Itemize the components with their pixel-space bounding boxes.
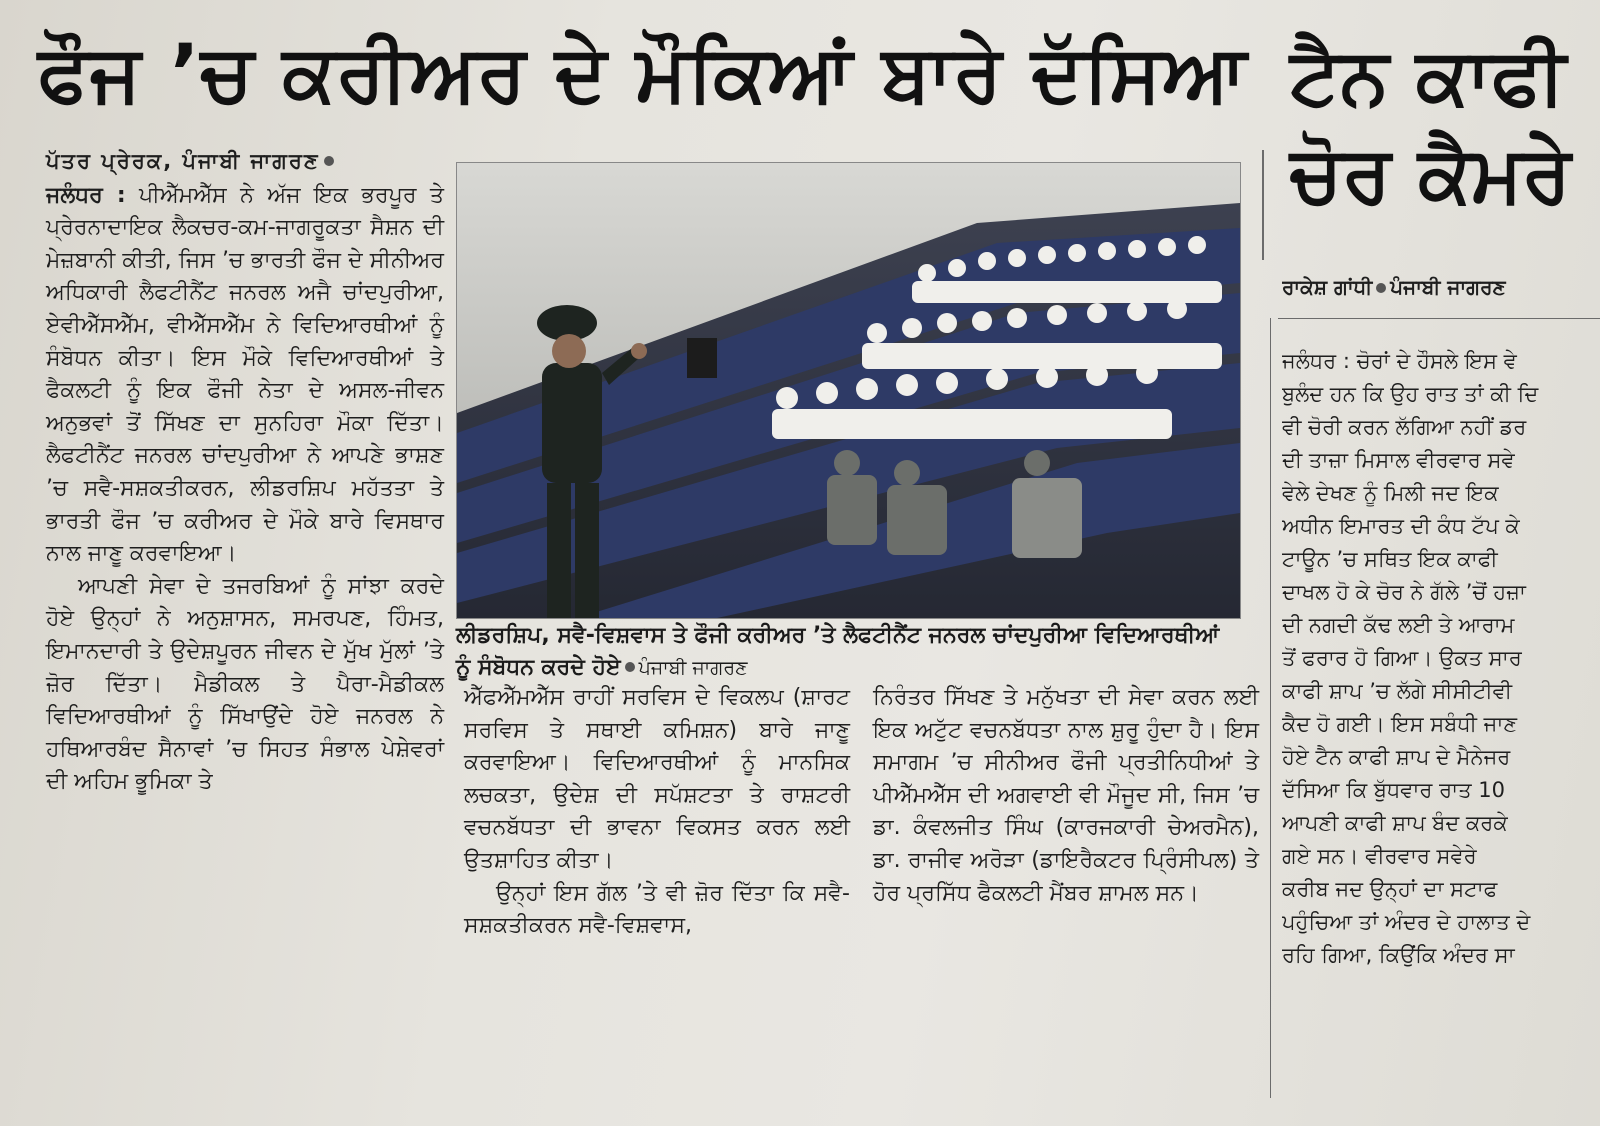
adjacent-headline-line-1: ਟੈਨ ਕਾਫੀ — [1290, 32, 1566, 122]
adjacent-byline: ਰਾਕੇਸ਼ ਗਾਂਧੀ ਪੰਜਾਬੀ ਜਾਗਰਣ — [1282, 275, 1506, 299]
article-paragraph: ਪੀਐੱਮਐੱਸ ਨੇ ਅੱਜ ਇਕ ਭਰਪੂਰ ਤੇ ਪ੍ਰੇਰਨਾਦਾਇਕ ਲੈਕਚਰ-ਕਮ-ਜਾਗਰੂਕਤਾ ਸੈਸ਼ਨ ਦੀ ਮੇਜ਼ਬਾਨੀ ਕੀਤੀ, ਜਿਸ ’ਚ ਭਾਰਤੀ ਫੌਜ ਦੇ ਸੀਨੀਅਰ ਅਧਿਕਾਰੀ ਲੈਫਟੀਨੈਂਟ ਜਨਰਲ ਅਜੈ ਚਾਂਦਪੁਰੀਆ, ਏਵੀਐੱਸਐੱਮ, ਵੀਐੱਸਐੱਮ ਨੇ ਵਿਦਿਆਰਥੀਆਂ ਨੂੰ ਸੰਬੋਧਨ ਕੀਤਾ। ਇਸ ਮੌਕੇ ਵਿਦਿਆਰਥੀਆਂ ਤੇ ਫੈਕਲਟੀ ਨੂੰ ਇਕ ਫੌਜੀ ਨੇਤਾ ਦੇ ਅਸਲ-ਜੀਵਨ ਅਨੁਭਵਾਂ ਤੋਂ ਸਿੱਖਣ ਦਾ ਸੁਨਹਿਰਾ ਮੌਕਾ ਦਿੱਤਾ। ਲੈਫਟੀਨੈਂਟ ਜਨਰਲ ਚਾਂਦਪੁਰੀਆ ਨੇ ਆਪਣੇ ਭਾਸ਼ਣ ’ਚ ਸਵੈ-ਸਸ਼ਕਤੀਕਰਨ, ਲੀਡਰਸ਼ਿਪ ਮਹੱਤਤਾ ਤੇ ਭਾਰਤੀ ਫੌਜ ’ਚ ਕਰੀਅਰ ਦੇ ਮੌਕੇ ਬਾਰੇ ਵਿਸਥਾਰ ਨਾਲ ਜਾਣੂ ਕਰਵਾਇਆ। — [46, 182, 444, 567]
adjacent-article-line: ਜਲੰਧਰ : ਚੋਰਾਂ ਦੇ ਹੌਸਲੇ ਇਸ ਵੇ — [1282, 349, 1517, 373]
article-headline: ਫੌਜ ’ਚ ਕਰੀਅਰ ਦੇ ਮੌਕਿਆਂ ਬਾਰੇ ਦੱਸਿਆ — [38, 29, 1248, 119]
adjacent-article-line: ਦੀ ਤਾਜ਼ਾ ਮਿਸਾਲ ਵੀਰਵਾਰ ਸਵੇ — [1282, 448, 1515, 472]
photo-caption — [456, 620, 1239, 684]
dateline: ਜਲੰਧਰ : — [46, 182, 126, 208]
adjacent-article-line: ਕਰੀਬ ਜਦ ਉਨ੍ਹਾਂ ਦਾ ਸਟਾਫ — [1282, 877, 1498, 901]
adjacent-article-line: ਅਧੀਨ ਇਮਾਰਤ ਦੀ ਕੰਧ ਟੱਪ ਕੇ — [1282, 514, 1520, 538]
article-column-2 — [464, 682, 850, 943]
adjacent-article-line: ਵੀ ਚੋਰੀ ਕਰਨ ਲੱਗਿਆ ਨਹੀਂ ਡਰ — [1282, 415, 1527, 439]
adjacent-article-line: ਕੈਦ ਹੋ ਗਈ। ਇਸ ਸਬੰਧੀ ਜਾਣ — [1282, 712, 1518, 736]
adjacent-article-line: ਹੋਏ ਟੈਨ ਕਾਫੀ ਸ਼ਾਪ ਦੇ ਮੈਨੇਜਰ — [1282, 745, 1511, 769]
article-paragraph: ਨਿਰੰਤਰ ਸਿੱਖਣ ਤੇ ਮਨੁੱਖਤਾ ਦੀ ਸੇਵਾ ਕਰਨ ਲਈ ਇਕ ਅਟੁੱਟ ਵਚਨਬੱਧਤਾ ਨਾਲ ਸ਼ੁਰੂ ਹੁੰਦਾ ਹੈ। ਇਸ ਸਮਾਗਮ ’ਚ ਸੀਨੀਅਰ ਫੌਜੀ ਪ੍ਰਤੀਨਿਧੀਆਂ ਤੇ ਪੀਐੱਮਐੱਸ ਦੀ ਅਗਵਾਈ ਵੀ ਮੌਜੂਦ ਸੀ, ਜਿਸ ’ਚ ਡਾ. ਕੰਵਲਜੀਤ ਸਿੰਘ (ਕਾਰਜਕਾਰੀ ਚੇਅਰਮੈਨ), ਡਾ. ਰਾਜੀਵ ਅਰੋੜਾ (ਡਾਇਰੈਕਟਰ ਪ੍ਰਿੰਸੀਪਲ) ਤੇ ਹੋਰ ਪ੍ਰਸਿੱਧ ਫੈਕਲਟੀ ਮੈਂਬਰ ਸ਼ਾਮਲ ਸਨ। — [873, 685, 1259, 906]
article-photo — [456, 162, 1241, 619]
article-column-1 — [46, 145, 444, 799]
bullet-icon — [625, 662, 635, 672]
byline: ਪੱਤਰ ਪ੍ਰੇਰਕ, ਪੰਜਾਬੀ ਜਾਗਰਣ — [46, 145, 444, 178]
column-divider — [1262, 150, 1264, 260]
bullet-icon — [1376, 283, 1386, 293]
adjacent-article-line: ਦੱਸਿਆ ਕਿ ਬੁੱਧਵਾਰ ਰਾਤ 10 — [1282, 778, 1505, 802]
adjacent-article-line: ਪਹੁੰਚਿਆ ਤਾਂ ਅੰਦਰ ਦੇ ਹਾਲਾਤ ਦੇ — [1282, 910, 1531, 934]
adjacent-article-line: ਕਾਫੀ ਸ਼ਾਪ ’ਚ ਲੱਗੇ ਸੀਸੀਟੀਵੀ — [1282, 679, 1513, 703]
adjacent-article-line: ਰਹਿ ਗਿਆ, ਕਿਉਂਕਿ ਅੰਦਰ ਸਾ — [1282, 943, 1515, 967]
adjacent-article-headline — [1290, 28, 1600, 224]
article-paragraph: ਉਨ੍ਹਾਂ ਇਸ ਗੱਲ ’ਤੇ ਵੀ ਜ਼ੋਰ ਦਿੱਤਾ ਕਿ ਸਵੈ-ਸਸ਼ਕਤੀਕਰਨ ਸਵੈ-ਵਿਸ਼ਵਾਸ, — [464, 880, 850, 939]
article-paragraph: ਐੱਫਐੱਮਐੱਸ ਰਾਹੀਂ ਸਰਵਿਸ ਦੇ ਵਿਕਲਪ (ਸ਼ਾਰਟ ਸਰਵਿਸ ਤੇ ਸਥਾਈ ਕਮਿਸ਼ਨ) ਬਾਰੇ ਜਾਣੂ ਕਰਵਾਇਆ। ਵਿਦਿਆਰਥੀਆਂ ਨੂੰ ਮਾਨਸਿਕ ਲਚਕਤਾ, ਉਦੇਸ਼ ਦੀ ਸਪੱਸ਼ਟਤਾ ਤੇ ਰਾਸ਼ਟਰੀ ਵਚਨਬੱਧਤਾ ਦੀ ਭਾਵਨਾ ਵਿਕਸਤ ਕਰਨ ਲਈ ਉਤਸ਼ਾਹਿਤ ਕੀਤਾ। — [464, 685, 850, 873]
bullet-icon — [324, 156, 334, 166]
column-divider — [1270, 318, 1271, 1098]
adjacent-article-line: ਦੀ ਨਗਦੀ ਕੱਢ ਲਈ ਤੇ ਆਰਾਮ — [1282, 613, 1515, 637]
caption-text: ਲੀਡਰਸ਼ਿਪ, ਸਵੈ-ਵਿਸ਼ਵਾਸ ਤੇ ਫੌਜੀ ਕਰੀਅਰ ’ਤੇ ਲੈਫਟੀਨੈਂਟ ਜਨਰਲ ਚਾਂਦਪੁਰੀਆ ਵਿਦਿਆਰਥੀਆਂ ਨੂੰ ਸੰਬੋਧਨ ਕਰਦੇ ਹੋਏ — [456, 623, 1220, 680]
adjacent-headline-line-2: ਚੋਰ ਕੈਮਰੇ — [1290, 130, 1571, 220]
adjacent-article-line: ਤੋਂ ਫਰਾਰ ਹੋ ਗਿਆ। ਉਕਤ ਸਾਰ — [1282, 646, 1522, 670]
adjacent-article-line: ਗਏ ਸਨ। ਵੀਰਵਾਰ ਸਵੇਰੇ — [1282, 844, 1477, 868]
photo-credit: ਪੰਜਾਬੀ ਜਾਗਰਣ — [638, 657, 748, 679]
article-paragraph: ਆਪਣੀ ਸੇਵਾ ਦੇ ਤਜਰਬਿਆਂ ਨੂੰ ਸਾਂਝਾ ਕਰਦੇ ਹੋਏ ਉਨ੍ਹਾਂ ਨੇ ਅਨੁਸ਼ਾਸਨ, ਸਮਰਪਣ, ਹਿੰਮਤ, ਇਮਾਨਦਾਰੀ ਤੇ ਉਦੇਸ਼ਪੂਰਨ ਜੀਵਨ ਦੇ ਮੁੱਖ ਮੁੱਲਾਂ ’ਤੇ ਜ਼ੋਰ ਦਿੱਤਾ। ਮੈਡੀਕਲ ਤੇ ਪੈਰਾ-ਮੈਡੀਕਲ ਵਿਦਿਆਰਥੀਆਂ ਨੂੰ ਸਿੱਖਾਉਂਦੇ ਹੋਏ ਜਨਰਲ ਨੇ ਹਥਿਆਰਬੰਦ ਸੈਨਾਵਾਂ ’ਚ ਸਿਹਤ ਸੰਭਾਲ ਪੇਸ਼ੇਵਰਾਂ ਦੀ ਅਹਿਮ ਭੂਮਿਕਾ ਤੇ — [46, 573, 444, 795]
adjacent-article-line: ਆਪਣੀ ਕਾਫੀ ਸ਼ਾਪ ਬੰਦ ਕਰਕੇ — [1282, 811, 1508, 835]
article-column-3 — [873, 682, 1259, 910]
adjacent-article-line: ਵੇਲੇ ਦੇਖਣ ਨੂੰ ਮਿਲੀ ਜਦ ਇਕ — [1282, 481, 1499, 505]
adjacent-article-line: ਟਾਊਨ ’ਚ ਸਥਿਤ ਇਕ ਕਾਫੀ — [1282, 547, 1498, 571]
adjacent-article-column — [1282, 275, 1600, 972]
adjacent-article-line: ਬੁਲੰਦ ਹਨ ਕਿ ਉਹ ਰਾਤ ਤਾਂ ਕੀ ਦਿ — [1282, 382, 1539, 406]
adjacent-article-line: ਦਾਖਲ ਹੋ ਕੇ ਚੋਰ ਨੇ ਗੱਲੇ ’ਚੋਂ ਹਜ਼ਾ — [1282, 580, 1526, 604]
